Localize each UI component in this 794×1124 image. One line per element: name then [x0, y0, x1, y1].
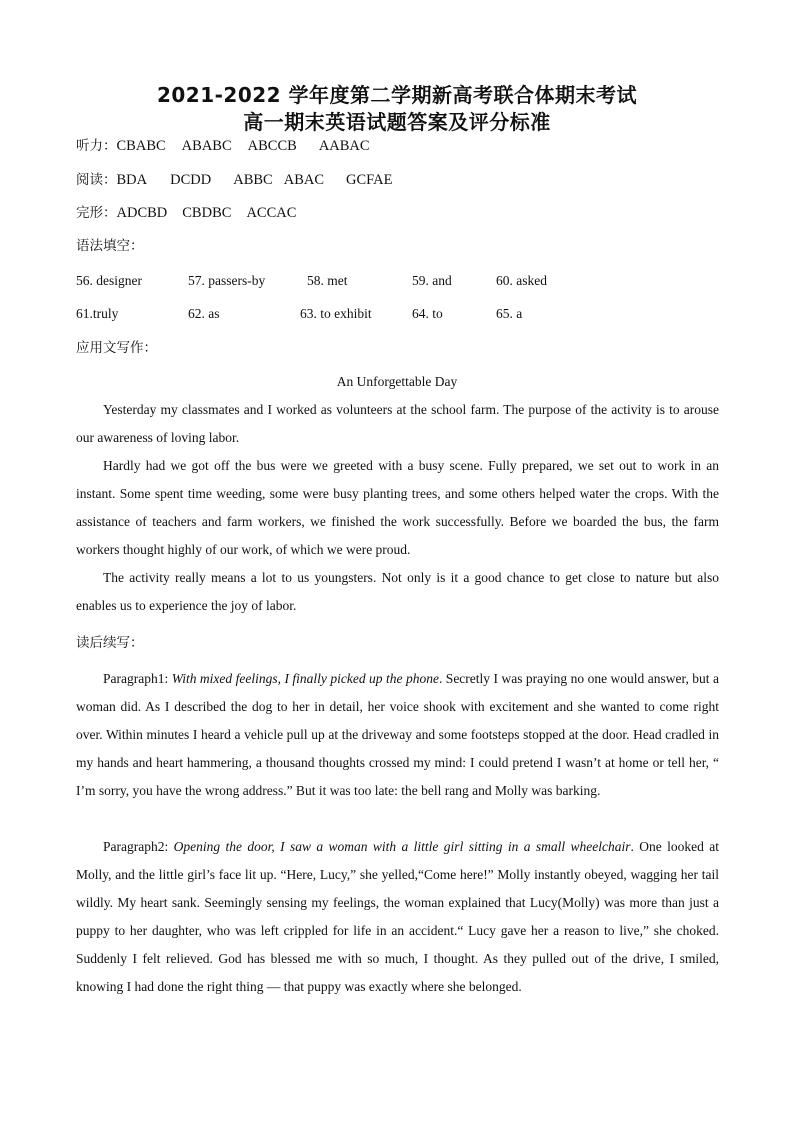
listening-group: AABAC — [318, 138, 370, 154]
paragraph-body: . One looked at Molly, and the little girl’s face lit up. “Here, Lucy,” she yelled,“Come here!” Molly instantly obeyed, wagging her tail wildly. My heart sank. Seemingly sensing my feelings, the woman explained that Lucy(Molly) was more than just a puppy to her daughter, who was left crippled for life in an accident.“ Lucy gave her a reason to live,” she choked. Suddenly I felt relieved. God has blessed me with so much, I thought. As they pulled out of the drive, I smiled, knowing I had done the right thing — that puppy was exactly where she belonged. — [76, 839, 719, 994]
reading-group: ABAC — [283, 172, 325, 188]
cloze-answers — [76, 203, 296, 223]
reading-label: 阅读： — [76, 172, 117, 188]
exam-subtitle: 高一期末英语试题答案及评分标准 — [243, 110, 551, 134]
reading-group: ABBC — [233, 172, 273, 188]
paragraph-prefix: Paragraph2: — [103, 839, 174, 854]
reading-group: DCDD — [170, 172, 212, 188]
grammar-label: 语法填空： — [76, 238, 144, 254]
listening-group: ABABC — [181, 138, 232, 154]
exam-title: 2021-2022 学年度第二学期新高考联合体期末考试 — [156, 83, 638, 107]
continuation-paragraph-1 — [76, 665, 719, 805]
grammar-answer: 62. as — [188, 306, 220, 321]
writing-label: 应用文写作： — [76, 340, 157, 356]
grammar-answer: 59. and — [412, 273, 452, 288]
grammar-answer: 64. to — [412, 306, 443, 321]
continuation-paragraph-2 — [76, 833, 719, 1001]
listening-group: ABCCB — [247, 138, 297, 154]
grammar-answer: 57. passers-by — [188, 273, 266, 288]
grammar-answer: 56. designer — [76, 273, 142, 288]
listening-group: CBABC — [116, 138, 166, 154]
cloze-label: 完形： — [76, 205, 117, 221]
given-opening-sentence: Opening the door, I saw a woman with a little girl sitting in a small wheelchair — [173, 839, 631, 854]
listening-label: 听力： — [76, 138, 117, 154]
grammar-answer: 61.truly — [76, 306, 119, 321]
grammar-answer: 60. asked — [496, 273, 547, 288]
listening-answers — [76, 136, 370, 156]
grammar-answer: 63. to exhibit — [300, 306, 372, 321]
reading-answers — [76, 170, 392, 190]
grammar-answer: 65. a — [496, 306, 523, 321]
essay-title: An Unforgettable Day — [336, 374, 458, 389]
essay-paragraph: Hardly had we got off the bus were we greeted with a busy scene. Fully prepared, we set out to work in an instant. Some spent time weeding, some were busy planting trees, and some others helped water the crops. With the assistance of teachers and farm workers, we finished the work successfully. Before we boarded the bus, the farm workers thought highly of our work, of which we were proud. — [76, 458, 719, 557]
essay-paragraph: Yesterday my classmates and I worked as volunteers at the school farm. The purpose of the activity is to arouse our awareness of loving labor. — [76, 402, 719, 445]
given-opening-sentence: With mixed feelings, I finally picked up the phone — [171, 671, 439, 686]
paragraph-body: . Secretly I was praying no one would answer, but a woman did. As I described the dog to her in detail, her voice shook with excitement and she wanted to come right over. Within minutes I heard a vehicle pull up at the driveway and some footsteps stopped at the door. Head cradled in my hands and heart hammering, a thousand thoughts crossed my mind: I could pretend I wasn’t at home or tell her, “ I’m sorry, you have the wrong address.” But it was too late: the bell rang and Molly was barking. — [76, 671, 719, 798]
reading-group: BDA — [116, 172, 148, 188]
reading-group: GCFAE — [346, 172, 393, 188]
continuation-label: 读后续写： — [76, 635, 144, 651]
grammar-answer: 58. met — [307, 273, 348, 288]
essay-paragraph: The activity really means a lot to us youngsters. Not only is it a good chance to get close to nature but also enables us to experience the joy of labor. — [76, 570, 719, 613]
paragraph-prefix: Paragraph1: — [103, 671, 172, 686]
cloze-group: ACCAC — [246, 205, 297, 221]
cloze-group: CBDBC — [182, 205, 232, 221]
cloze-group: ADCBD — [116, 205, 168, 221]
